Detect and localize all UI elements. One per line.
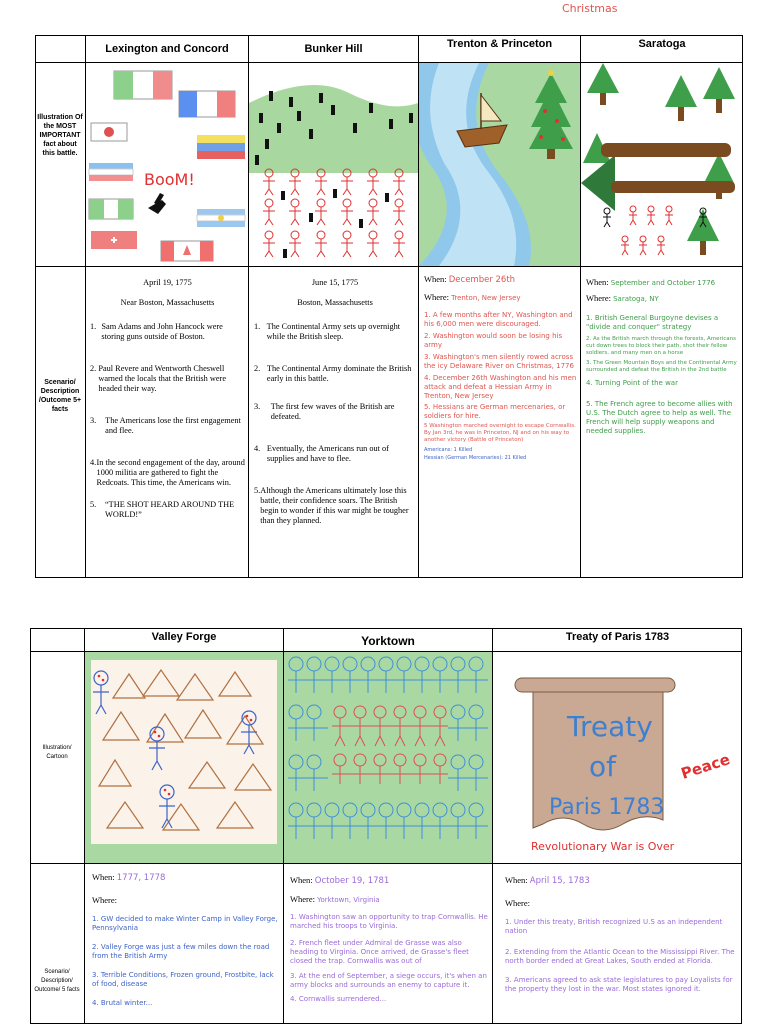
trenton-fact: 5 Washington marched overnight to escape Cornwallis. By Jan 3rd, he was in Princeton, NJ and on his way to another victory (Battle of Princeton) bbox=[424, 423, 576, 443]
boom-text: BooM! bbox=[144, 170, 195, 189]
trenton-illustration bbox=[419, 63, 580, 266]
saratoga-fact: 4. Turning Point of the war bbox=[586, 379, 678, 387]
trenton-fact: 1. A few months after NY, Washington and his 6,000 men were discouraged. bbox=[424, 311, 573, 328]
trenton-when-value: December 26th bbox=[448, 275, 516, 285]
valley-forge-illustration bbox=[85, 652, 283, 863]
saratoga-when-label: When: bbox=[586, 277, 609, 287]
bunker-hill-illustration bbox=[249, 63, 418, 266]
header-bunker-hill: Bunker Hill bbox=[304, 43, 363, 55]
yorktown-facts-cell bbox=[290, 875, 490, 1004]
header-lexington: Lexington and Concord bbox=[105, 43, 229, 55]
lexington-date: April 19, 1775 bbox=[143, 278, 192, 287]
trenton-casualties-hessians: Hessian (German Mercenaries): 21 Killed bbox=[424, 455, 527, 461]
valley-fact: 3. Terrible Conditions, Frozen ground, Frostbite, lack of food, disease bbox=[92, 971, 274, 988]
yorktown-illustration bbox=[284, 652, 492, 863]
bunker-fact: The Continental Army sets up overnight while the British sleep. bbox=[266, 322, 401, 341]
yorktown-fact: 3. At the end of September, a siege occurs, it's when an army blocks and surrounds an enemy to capture it. bbox=[290, 972, 487, 989]
treaty-when-value: April 15, 1783 bbox=[529, 876, 590, 886]
treaty-facts-cell bbox=[505, 875, 738, 994]
bunker-facts-cell bbox=[254, 278, 416, 536]
yorktown-fact: 4. Cornwallis surrendered... bbox=[290, 995, 387, 1003]
yorktown-fact: 1. Washington saw an opportunity to trap Cornwallis. He marched his troops to Virginia. bbox=[290, 913, 488, 930]
valley-where-label: Where: bbox=[92, 895, 118, 905]
header-saratoga: Saratoga bbox=[638, 38, 686, 50]
treaty-fact: 2. Extending from the Atlantic Ocean to the Mississippi River. The north border ended at Great Lakes, South ended at Florida. bbox=[505, 948, 735, 965]
valley-when-value: 1777, 1778 bbox=[116, 873, 166, 883]
header-treaty: Treaty of Paris 1783 bbox=[565, 631, 670, 643]
treaty-scroll-line: Treaty bbox=[567, 710, 653, 743]
saratoga-fact: 3. The Green Mountain Boys and the Continental Army surrounded and defeat the British in the 2nd battle bbox=[586, 360, 737, 373]
treaty-scroll-line: of bbox=[589, 750, 616, 783]
trenton-casualties-americans: Americans: 1 Killed bbox=[424, 447, 473, 453]
lexington-illustration bbox=[86, 63, 248, 266]
lexington-fact: Sam Adams and John Hancock were storing guns outside of Boston. bbox=[101, 322, 223, 341]
lexington-facts-cell bbox=[90, 278, 245, 530]
christmas-note: Christmas bbox=[562, 2, 618, 15]
yorktown-when-label: When: bbox=[290, 875, 313, 885]
war-over-text: Revolutionary War is Over bbox=[531, 840, 675, 853]
saratoga-illustration bbox=[581, 63, 743, 266]
bunker-fact: The Continental Army dominate the British early in this battle. bbox=[266, 364, 412, 383]
valley-when-label: When: bbox=[92, 872, 115, 882]
trenton-fact: 2. Washington would soon be losing his army bbox=[424, 332, 563, 349]
saratoga-fact: 5. The French agree to become allies with U.S. The Dutch agree to help as well. The French will help supply weapons and needed supplies. bbox=[586, 400, 733, 435]
trenton-where-value: Trenton, New Jersey bbox=[451, 294, 521, 302]
header-valley-forge: Valley Forge bbox=[151, 631, 217, 643]
cannon-icon bbox=[148, 193, 166, 214]
yorktown-where-label: Where: bbox=[290, 894, 316, 904]
row-label-illustration: Illustration Of the MOST IMPORTANT fact about this battle. bbox=[37, 114, 83, 157]
bunker-date: June 15, 1775 bbox=[311, 278, 359, 287]
treaty-when-label: When: bbox=[505, 875, 528, 885]
peace-text: Peace bbox=[678, 750, 733, 783]
lexington-facts: 1. Sam Adams and John Hancock were storing guns outside of Boston. 2. Paul Revere and Wentworth Cheswell warned the locals that the British were headed their way. 3. The Americans lose the first engagement and flee. 4. In the second engagement of the day, around 1000 militia are gathered to fight the Redcoats. This time, the Americans win. 5. “THE SHOT HEARD AROUND THE WORLD!” bbox=[90, 322, 245, 519]
valley-fact: 4. Brutal winter... bbox=[92, 999, 153, 1007]
bunker-fact: Eventually, the Americans run out of supplies and have to flee. bbox=[266, 444, 389, 463]
saratoga-when-value: September and October 1776 bbox=[610, 279, 716, 287]
valley-facts-cell bbox=[92, 872, 280, 1008]
treaty-fact: 1. Under this treaty, British recognized U.S as an independent nation bbox=[505, 918, 723, 935]
treaty-fact: 3. Americans agreed to ask state legislatures to pay Loyalists for the property they lost in the war. Most states ignored it. bbox=[505, 976, 733, 993]
saratoga-fact: 1. British General Burgoyne devises a "divide and conquer" strategy bbox=[586, 314, 719, 331]
valley-fact: 2. Valley Forge was just a few miles down the road from the British Army bbox=[92, 943, 270, 960]
trenton-fact: 5. Hessians are German mercenaries, or soldiers for hire. bbox=[424, 403, 566, 420]
bunker-fact: The first few waves of the British are defeated. bbox=[270, 402, 395, 421]
treaty-where-label: Where: bbox=[505, 898, 531, 908]
lexington-fact: In the second engagement of the day, around 1000 militia are gathered to fight the Redcoats. This time, the Americans win. bbox=[96, 458, 245, 487]
treaty-scroll-line: Paris 1783 bbox=[549, 795, 665, 820]
trenton-fact: 3. Washington's men silently rowed across the icy Delaware River on Christmas, 1776 bbox=[424, 353, 574, 370]
yorktown-fact: 2. French fleet under Admiral de Grasse was also heading to Virginia. Once arrived, de Grasse's fleet closed the trap. Cornwallis was out of bbox=[290, 939, 469, 965]
trenton-where-label: Where: bbox=[424, 292, 450, 302]
row-label-illustration: Illustration/ Cartoon bbox=[42, 745, 72, 760]
saratoga-where-label: Where: bbox=[586, 293, 612, 303]
trenton-when-label: When: bbox=[424, 274, 447, 284]
yorktown-where-value: Yorktown, Virginia bbox=[317, 896, 380, 904]
bunker-place: Boston, Massachusetts bbox=[297, 298, 373, 307]
lexington-fact: “THE SHOT HEARD AROUND THE WORLD!” bbox=[105, 500, 235, 519]
bunker-fact: Although the Americans ultimately lose this battle, their confidence soars. The British begin to wonder if this war might be tougher than they planned. bbox=[260, 486, 409, 525]
valley-fact: 1. GW decided to make Winter Camp in Valley Forge, Pennsylvania bbox=[92, 915, 278, 932]
trenton-fact: 4. December 26th Washington and his men attack and defeat a Hessian Army in Trenton, New Jersey bbox=[424, 374, 577, 400]
saratoga-fact: 2. As the British march through the forests, Americans cut down trees to block their path, shot their fellow soldiers, and many men on a horse bbox=[586, 336, 737, 356]
american-soldiers bbox=[263, 169, 405, 257]
lexington-fact: Paul Revere and Wentworth Cheswell warned the locals that the British were headed their way. bbox=[98, 364, 226, 393]
lexington-place: Near Boston, Massachusetts bbox=[120, 298, 215, 307]
header-yorktown: Yorktown bbox=[361, 634, 415, 648]
yorktown-when-value: October 19, 1781 bbox=[314, 876, 390, 886]
row-label-scenario: Scenario/ Description/ Outcome/ 5 facts bbox=[34, 969, 80, 993]
header-trenton: Trenton & Princeton bbox=[446, 38, 553, 50]
row-label-scenario: Scenario/ Description /Outcome 5+ facts bbox=[38, 379, 82, 413]
saratoga-facts-cell bbox=[586, 277, 740, 436]
flags bbox=[89, 71, 245, 261]
fallen-log-icon bbox=[601, 143, 731, 157]
british-soldiers bbox=[621, 206, 673, 255]
trenton-facts-cell bbox=[424, 274, 578, 461]
treaty-illustration bbox=[493, 652, 742, 863]
saratoga-where-value: Saratoga, NY bbox=[613, 295, 659, 303]
bunker-facts: 1. The Continental Army sets up overnight while the British sleep. 2. The Continental Army dominate the British early in this battle. 3. The first few waves of the British are defeated. 4. Eventually, the Americans run out of supplies and have to flee. 5. Although the Americans ultimately lose this battle, their confidence soars. The British begin to wonder if this war might be tougher than they planned. bbox=[254, 322, 416, 526]
lexington-fact: The Americans lose the first engagement and flee. bbox=[105, 416, 241, 435]
